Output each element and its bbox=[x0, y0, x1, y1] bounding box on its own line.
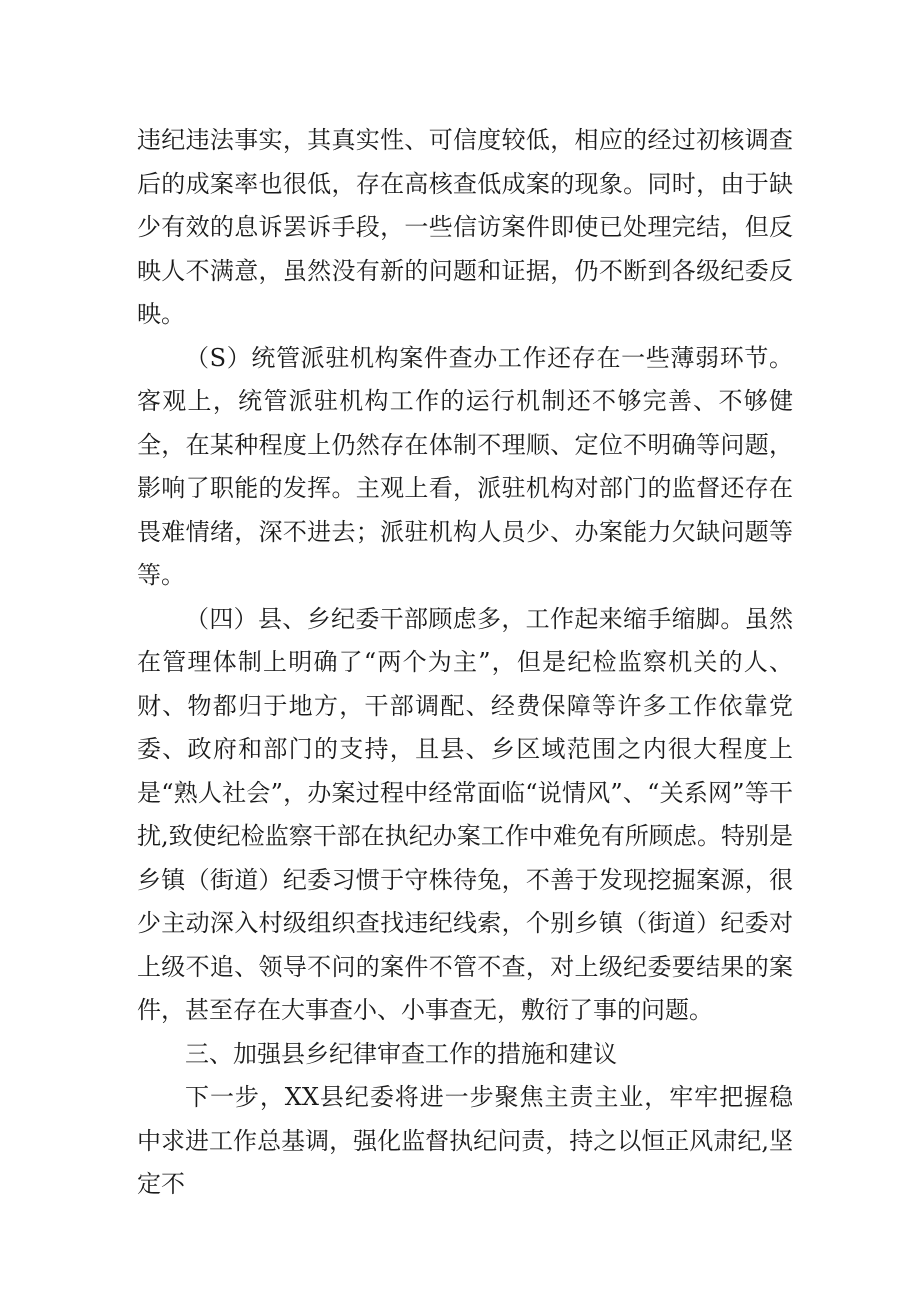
paragraph-continuation: 违纪违法事实，其真实性、可信度较低，相应的经过初核调查后的成案率也很低，存在高核查低成案的现象。同时，由于缺少有效的息诉罢诉手段，一些信访案件即使已处理完结，但反映人不满意，虽然没有新的问题和证据，仍不断到各级纪委反映。 bbox=[137, 126, 793, 328]
paragraph-next-steps: 下一步，XX县纪委将进一步聚焦主责主业，牢牢把握稳中求进工作总基调，强化监督执纪问责，持之以恒正风肃纪,坚定不 bbox=[137, 1083, 793, 1198]
document-body bbox=[137, 119, 793, 1207]
paragraph-section-four: （四）县、乡纪委干部顾虑多，工作起来缩手缩脚。虽然在管理体制上明确了“两个为主”，但是纪检监察机关的人、财、物都归于地方，干部调配、经费保障等许多工作依靠党委、政府和部门的支持，且县、乡区域范围之内很大程度上是“熟人社会”，办案过程中经常面临“说情风”、“关系网”等干扰,致使纪检监察干部在执纪办案工作中难免有所顾虑。特别是乡镇（街道）纪委习惯于守株待兔，不善于发现挖掘案源，很少主动深入村级组织查找违纪线索，个别乡镇（街道）纪委对上级不追、领导不问的案件不管不查，对上级纪委要结果的案件，甚至存在大事查小、小事查无，敷衍了事的问题。 bbox=[137, 604, 793, 1024]
section-heading-three: 三、加强县乡纪律审查工作的措施和建议 bbox=[185, 1039, 617, 1068]
paragraph-section-s: （S）统管派驻机构案件查办工作还存在一些薄弱环节。客观上，统管派驻机构工作的运行机制还不够完善、不够健全，在某种程度上仍然存在体制不理顺、定位不明确等问题，影响了职能的发挥。主观上看，派驻机构对部门的监督还存在畏难情绪，深不进去；派驻机构人员少、办案能力欠缺问题等等。 bbox=[137, 343, 793, 589]
